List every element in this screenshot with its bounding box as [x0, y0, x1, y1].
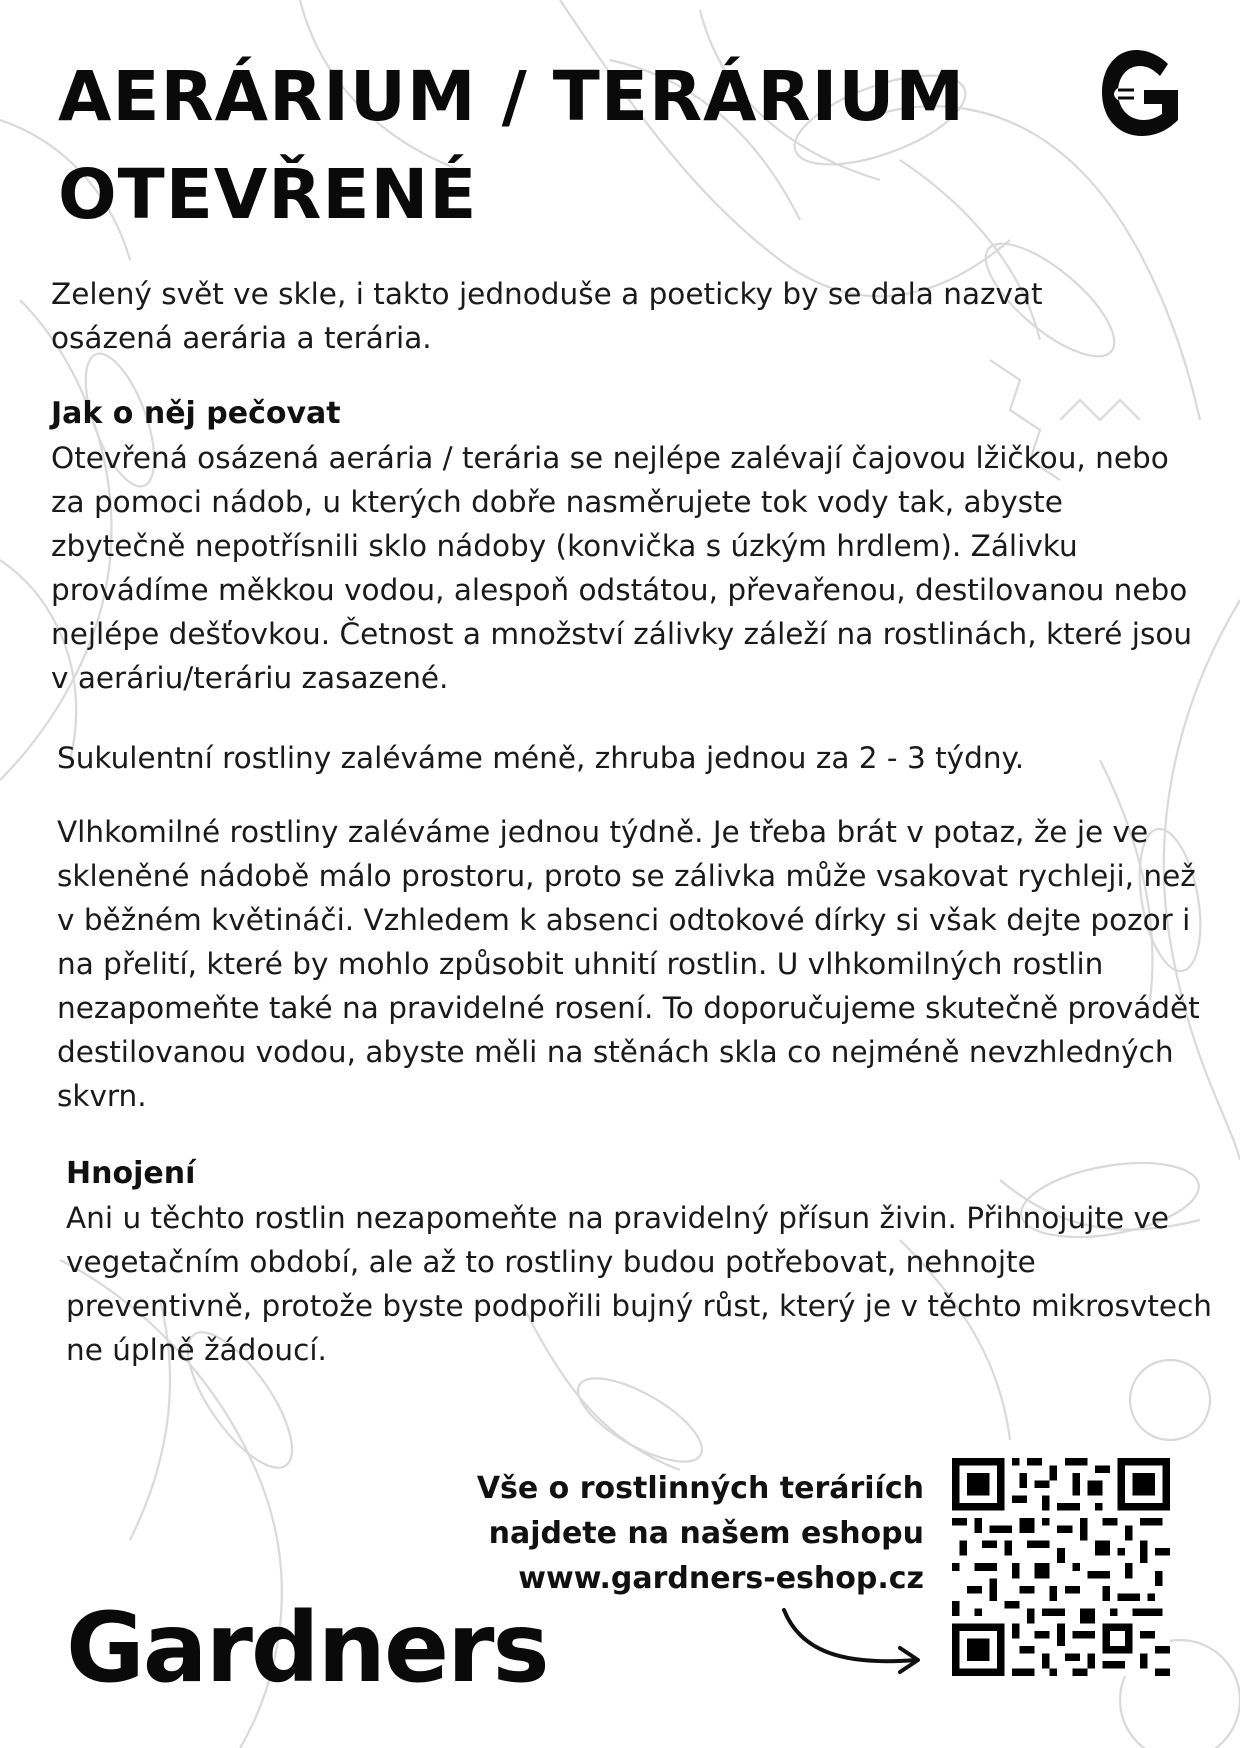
curved-arrow-icon: [780, 1604, 930, 1676]
care-heading: Jak o něj pečovat: [51, 396, 341, 431]
gardners-brand-logo: [66, 1592, 548, 1704]
fertilizing-paragraph: Ani u těchto rostlin nezapomeňte na pravidelný přísun živin. Přihnojujte ve vegetačním období, ale až to rostliny budou potřebovat, nehnojte preventivně, protože byste podpořili bujný růst, který je v těchto mikrosvtech ne úplně žádoucí.: [66, 1201, 1212, 1367]
care-paragraph: Otevřená osázená aerária / terária se nejlépe zalévají čajovou lžičkou, nebo za pomoci nádob, u kterých dobře nasměrujete tok vody tak, abyste zbytečně nepotřísnili sklo nádoby (konvička s úzkým hrdlem). Zálivku provádíme měkkou vodou, alespoň odstátou, převařenou, destilovanou nebo nejlépe dešťovkou. Četnost a množství zálivky záleží na rostlinách, které jsou v aeráriu/teráriu zasazené.: [51, 441, 1193, 695]
page-title-line1: AERÁRIUM / TERÁRIUM: [58, 57, 966, 137]
qr-code-icon[interactable]: [952, 1458, 1170, 1676]
page-title: [58, 48, 965, 244]
cta-line2: najdete na našem eshopu: [488, 1516, 924, 1551]
cta-line1: Vše o rostlinných teráriích: [476, 1471, 924, 1506]
g-bee-logo-icon: [1098, 46, 1186, 142]
fertilizing-heading: Hnojení: [66, 1156, 196, 1191]
intro-paragraph: Zelený svět ve skle, i takto jednoduše a poeticky by se dala nazvat osázená aerária a terária.: [51, 277, 1043, 355]
page-title-line2: OTEVŘENÉ: [58, 155, 478, 235]
succulents-paragraph: Sukulentní rostliny zaléváme méně, zhruba jednou za 2 - 3 týdny.: [57, 741, 1025, 775]
brand-name: Gardners: [66, 1592, 548, 1704]
eshop-url-link[interactable]: www.gardners-eshop.cz: [518, 1561, 924, 1596]
eshop-call-to-action: [440, 1466, 924, 1601]
humid-plants-paragraph: Vlhkomilné rostliny zaléváme jednou týdně. Je třeba brát v potaz, že je ve skleněné nádobě málo prostoru, proto se zálivka může vsakovat rychleji, než v běžném květináči. Vzhledem k absenci odtokové dírky si však dejte pozor i na přelití, které by mohlo způsobit uhnití rostlin. U vlhkomilných rostlin nezapomeňte také na pravidelné rosení. To doporučujeme skutečně provádět destilovanou vodou, abyste měli na stěnách skla co nejméně nevzhledných skvrn.: [57, 815, 1200, 1113]
